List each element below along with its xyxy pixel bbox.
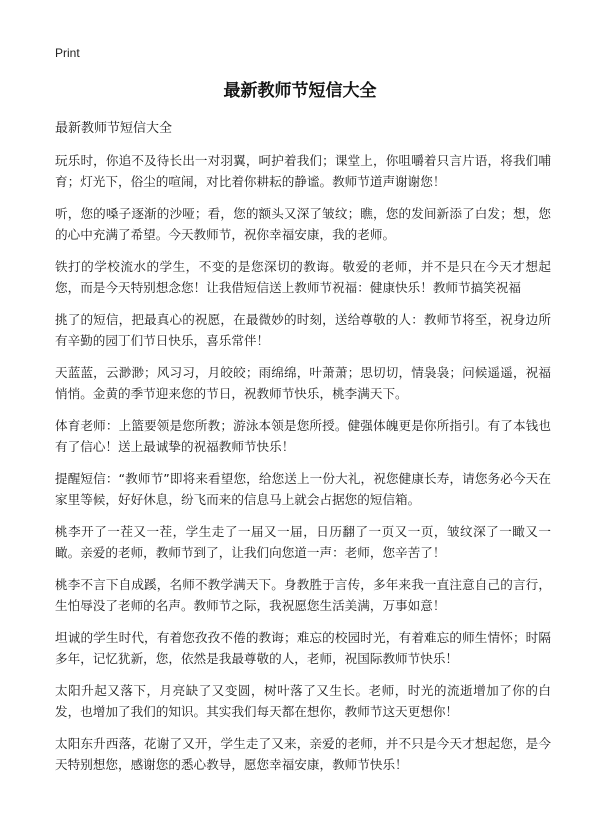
message-paragraph: 坦诚的学生时代，有着您孜孜不倦的教诲；难忘的校园时光，有着难忘的师生情怀；时隔多年，记忆犹新，您，依然是我最尊敬的人，老师，祝国际教师节快乐！ [55,630,551,666]
message-paragraph: 桃李开了一茬又一茬，学生走了一届又一届，日历翻了一页又一页，皱纹深了一瞰又一瞰。亲爱的老师，教师节到了，让我们向您道一声：老师，您辛苦了！ [55,524,551,560]
message-paragraph: 提醒短信：“教师节”即将来看望您，给您送上一份大礼，祝您健康长寿，请您务必今天在家里等候，好好休息，纷飞而来的信息马上就会占据您的短信箱。 [55,471,551,507]
document-body [55,120,551,786]
message-paragraph: 听，您的嗓子逐渐的沙哑；看，您的额头又深了皱纹；瞧，您的发间新添了白发；想，您的心中充满了希望。今天教师节，祝你幸福安康，我的老师。 [55,206,551,242]
message-paragraph: 体育老师：上篮要领是您所教；游泳本领是您所授。健强体魄更是你所指引。有了本钱也有了信心！送上最诚挚的祝福教师节快乐！ [55,418,551,454]
message-paragraph: 玩乐时，你追不及待长出一对羽翼，呵护着我们；课堂上，你咀嚼着只言片语，将我们哺育；灯光下，俗尘的喧闹，对比着你耕耘的静谧。教师节道声谢谢您！ [55,153,551,189]
message-paragraph: 太阳东升西落，花谢了又开，学生走了又来，亲爱的老师，并不只是今天才想起您，是今天特别想您，感谢您的悉心教导，愿您幸福安康，教师节快乐！ [55,736,551,772]
message-paragraph: 铁打的学校流水的学生，不变的是您深切的教诲。敬爱的老师，并不是只在今天才想起您，而是今天特别想念您！让我借短信送上教师节祝福：健康快乐！教师节搞笑祝福 [55,259,551,295]
document-subtitle: 最新教师节短信大全 [55,121,173,136]
page-title: 最新教师节短信大全 [223,81,377,101]
print-link[interactable]: Print [55,46,80,60]
message-paragraph: 天蓝蓝，云渺渺；风习习，月皎皎；雨绵绵，叶萧萧；思切切，情袅袅；问候遥遥，祝福悄悄。金黄的季节迎来您的节日，祝教师节快乐，桃李满天下。 [55,365,551,401]
message-paragraph: 桃李不言下自成蹊，名师不教学满天下。身教胜于言传，多年来我一直注意自己的言行，生怕辱没了老师的名声。教师节之际，我祝愿您生活美满，万事如意！ [55,577,551,613]
message-paragraph: 挑了的短信，把最真心的祝愿，在最微妙的时刻，送给尊敬的人：教师节将至，祝身边所有辛勤的园丁们节日快乐，喜乐常伴！ [55,312,551,348]
message-paragraph: 太阳升起又落下，月亮缺了又变圆，树叶落了又生长。老师，时光的流逝增加了你的白发，也增加了我们的知识。其实我们每天都在想你，教师节这天更想你！ [55,683,551,719]
